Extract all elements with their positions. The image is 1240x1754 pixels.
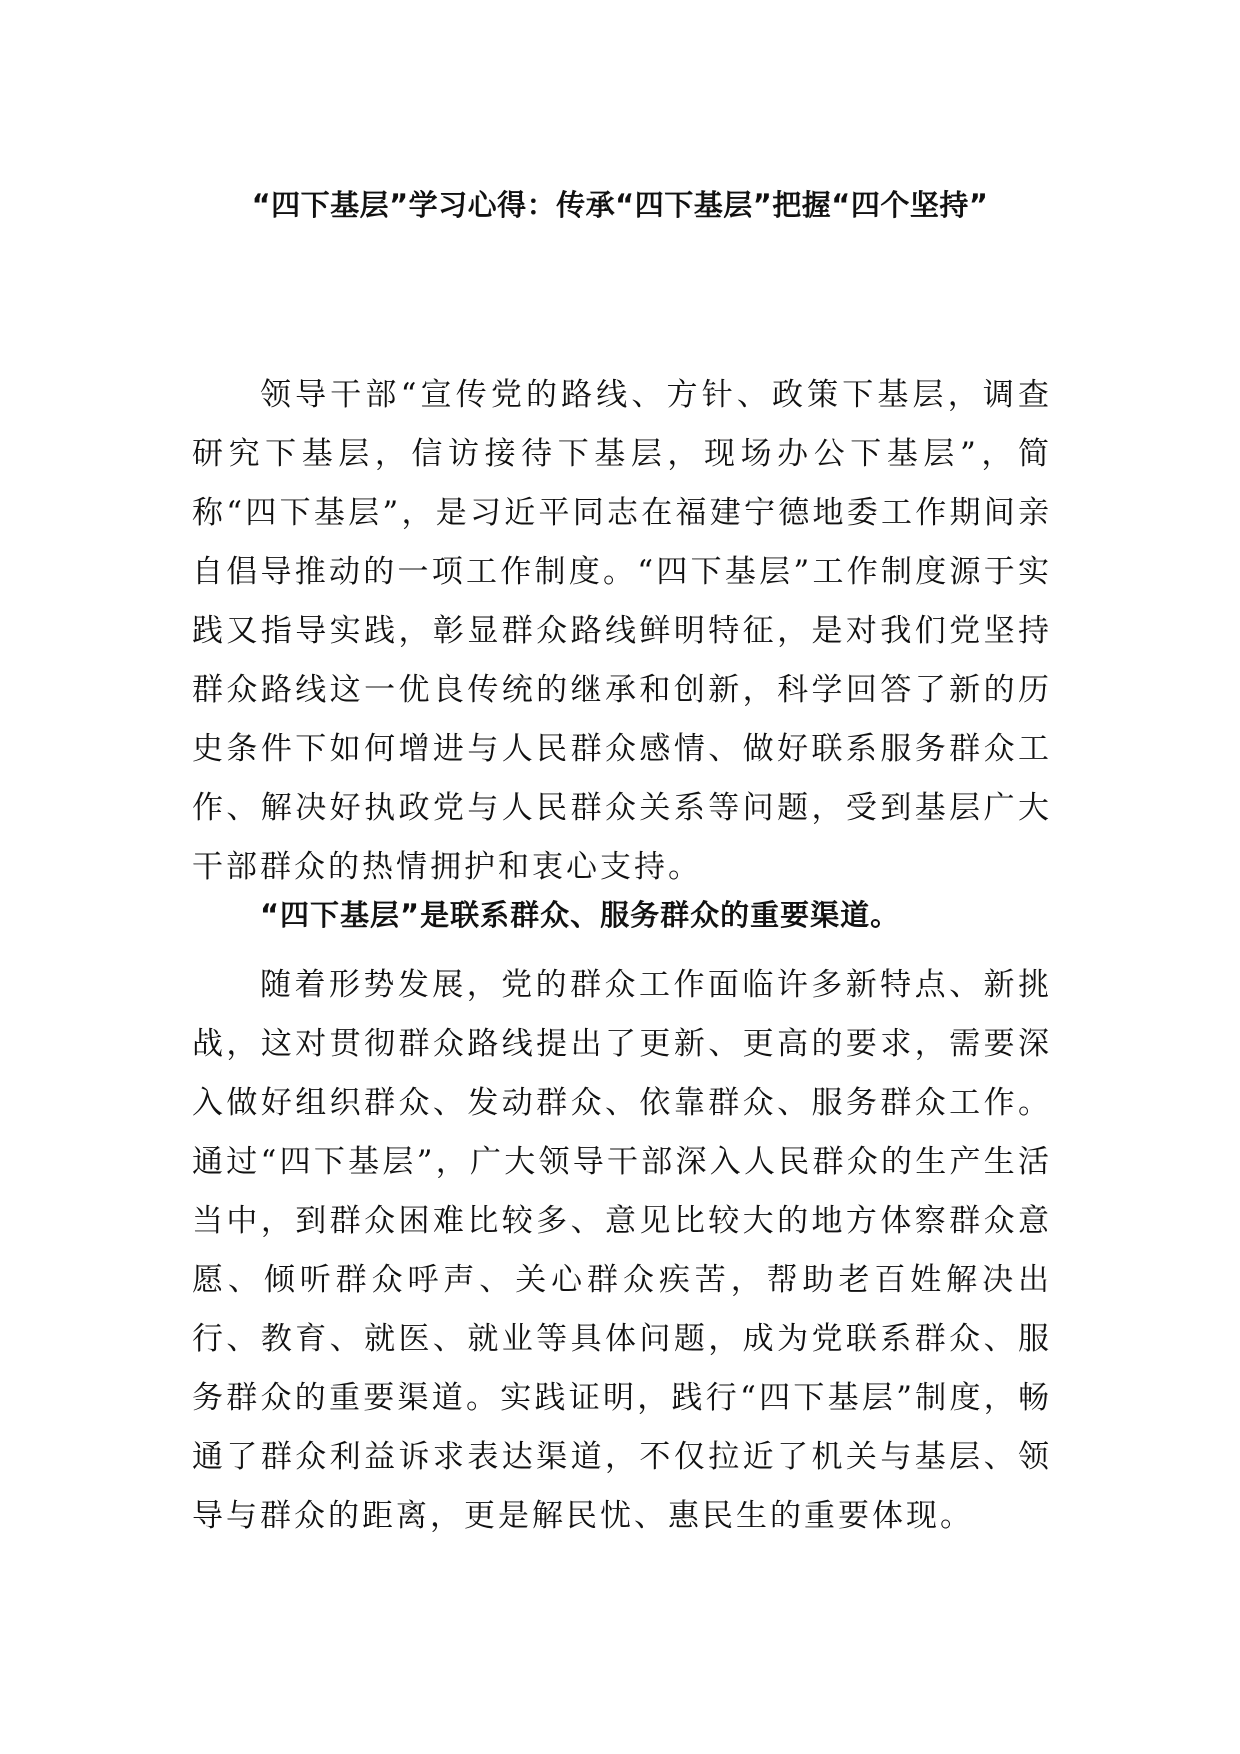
- section-paragraph: 随着形势发展，党的群众工作面临许多新特点、新挑战，这对贯彻群众路线提出了更新、更高的要求，需要深入做好组织群众、发动群众、依靠群众、服务群众工作。通过“四下基层”，广大领导干部深入人民群众的生产生活当中，到群众困难比较多、意见比较大的地方体察群众意愿、倾听群众呼声、关心群众疾苦，帮助老百姓解决出行、教育、就医、就业等具体问题，成为党联系群众、服务群众的重要渠道。实践证明，践行“四下基层”制度，畅通了群众利益诉求表达渠道，不仅拉近了机关与基层、领导与群众的距离，更是解民忧、惠民生的重要体现。: [192, 967, 1052, 1534]
- intro-paragraph: 领导干部“宣传党的路线、方针、政策下基层，调查研究下基层，信访接待下基层，现场办公下基层”，简称“四下基层”，是习近平同志在福建宁德地委工作期间亲自倡导推动的一项工作制度。“四下基层”工作制度源于实践又指导实践，彰显群众路线鲜明特征，是对我们党坚持群众路线这一优良传统的继承和创新，科学回答了新的历史条件下如何增进与人民群众感情、做好联系服务群众工作、解决好执政党与人民群众关系等问题，受到基层广大干部群众的热情拥护和衷心支持。: [192, 377, 1052, 885]
- section-heading: “四下基层”是联系群众、服务群众的重要渠道。: [260, 898, 901, 932]
- document-title: “四下基层”学习心得：传承“四下基层”把握“四个坚持”: [251, 188, 989, 222]
